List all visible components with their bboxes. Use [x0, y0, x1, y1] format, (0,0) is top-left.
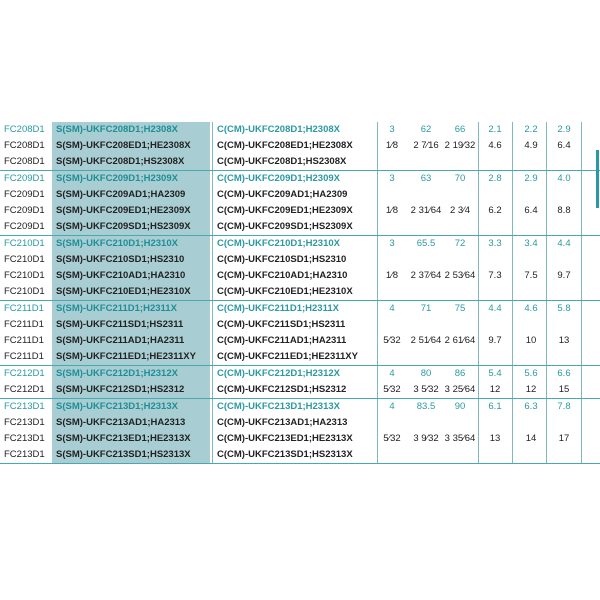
steel-housing-part-cell: S(SM)-UKFC210D1;H2310X — [52, 236, 210, 252]
dimension-cell: 6.6 — [557, 368, 571, 379]
dimension-cell — [514, 284, 548, 300]
table-row — [0, 268, 600, 284]
table-row — [0, 252, 600, 268]
column-divider — [377, 366, 378, 398]
dimension-cell — [408, 349, 444, 365]
column-divider — [478, 301, 479, 365]
dimension-cell — [480, 415, 510, 431]
dimension-cell: 4.0 — [557, 173, 571, 184]
dimension-cell — [408, 252, 444, 268]
unit-code-cell: FC212D1 — [4, 368, 45, 379]
dimension-cell: 3 9⁄32 — [413, 433, 439, 444]
dimension-cell — [548, 447, 580, 463]
dimension-cell: 9.7 — [557, 270, 571, 281]
dimension-cell: 3 5⁄32 — [413, 384, 439, 395]
dimension-cell: 5⁄32 — [383, 335, 401, 346]
cast-housing-part-cell: C(CM)-UKFC211SD1;HS2311 — [217, 319, 346, 330]
column-divider — [546, 366, 547, 398]
side-marker — [596, 150, 599, 208]
dimension-cell: 86 — [454, 368, 466, 379]
dimension-cell: 1⁄8 — [385, 270, 399, 281]
table-group — [0, 301, 600, 366]
column-divider — [478, 122, 479, 170]
dimension-cell: 3 25⁄64 — [444, 384, 476, 395]
dimension-cell: 4.4 — [557, 238, 571, 249]
table-group — [0, 236, 600, 301]
unit-code-cell: FC209D1 — [4, 205, 45, 216]
dimension-cell — [514, 187, 548, 203]
unit-code-cell: FC208D1 — [4, 140, 45, 151]
dimension-cell: 7.5 — [524, 270, 538, 281]
table-row — [0, 284, 600, 300]
table-group — [0, 399, 600, 464]
cast-housing-part-cell: C(CM)-UKFC213D1;H2313X — [217, 401, 340, 412]
column-divider — [512, 399, 513, 463]
dimension-cell — [514, 317, 548, 333]
column-divider — [212, 122, 213, 170]
dimension-cell: 90 — [454, 401, 466, 412]
column-divider — [478, 171, 479, 235]
table-row — [0, 382, 600, 398]
dimension-cell: 80 — [420, 368, 432, 379]
dimension-cell — [514, 252, 548, 268]
column-divider — [377, 236, 378, 300]
cast-housing-part-cell: C(CM)-UKFC208D1;HS2308X — [217, 156, 347, 167]
cast-housing-part-cell: C(CM)-UKFC209D1;H2309X — [217, 173, 340, 184]
column-divider — [377, 399, 378, 463]
dimension-cell — [444, 349, 476, 365]
dimension-cell — [548, 187, 580, 203]
column-divider — [478, 236, 479, 300]
cast-housing-part-cell: C(CM)-UKFC211D1;H2311X — [217, 303, 339, 314]
column-divider — [478, 399, 479, 463]
cast-housing-part-cell: C(CM)-UKFC208D1;H2308X — [217, 124, 340, 135]
dimension-cell: 4.6 — [524, 303, 538, 314]
dimension-cell: 3 35⁄64 — [444, 433, 476, 444]
unit-code-cell: FC211D1 — [4, 319, 44, 330]
column-divider — [377, 171, 378, 235]
table-row — [0, 138, 600, 154]
dimension-cell — [444, 447, 476, 463]
dimension-cell: 65.5 — [416, 238, 436, 249]
steel-housing-part-cell: S(SM)-UKFC211SD1;HS2311 — [52, 317, 210, 333]
dimension-cell: 70 — [454, 173, 466, 184]
table-row — [0, 219, 600, 235]
table-row — [0, 203, 600, 219]
table-row — [0, 154, 600, 170]
table-row — [0, 447, 600, 463]
dimension-cell: 2.1 — [488, 124, 502, 135]
dimension-cell: 7.8 — [557, 401, 571, 412]
table-row — [0, 366, 600, 382]
dimension-cell: 17 — [558, 433, 570, 444]
dimension-cell: 6.4 — [557, 140, 571, 151]
unit-code-cell: FC213D1 — [4, 417, 45, 428]
dimension-cell: 2.8 — [488, 173, 502, 184]
dimension-cell: 75 — [454, 303, 466, 314]
steel-housing-part-cell: S(SM)-UKFC209SD1;HS2309X — [52, 219, 210, 235]
dimension-cell: 3 — [389, 124, 395, 135]
table-group — [0, 122, 600, 171]
dimension-cell: 9.7 — [488, 335, 502, 346]
dimension-cell — [444, 252, 476, 268]
dimension-cell — [514, 415, 548, 431]
steel-housing-part-cell: S(SM)-UKFC211ED1;HE2311XY — [52, 349, 210, 365]
cast-housing-part-cell: C(CM)-UKFC209ED1;HE2309X — [217, 205, 353, 216]
column-divider — [581, 236, 582, 300]
steel-housing-part-cell: S(SM)-UKFC210ED1;HE2310X — [52, 284, 210, 300]
steel-housing-part-cell: S(SM)-UKFC211D1;H2311X — [52, 301, 210, 317]
table-row — [0, 187, 600, 203]
column-divider — [546, 399, 547, 463]
unit-code-cell: FC213D1 — [4, 401, 45, 412]
dimension-cell — [408, 284, 444, 300]
dimension-cell — [378, 219, 406, 235]
table-row — [0, 236, 600, 252]
dimension-cell: 63 — [420, 173, 432, 184]
dimension-cell — [480, 447, 510, 463]
steel-housing-part-cell: S(SM)-UKFC212SD1;HS2312 — [52, 382, 210, 398]
table-row — [0, 171, 600, 187]
dimension-cell: 83.5 — [416, 401, 436, 412]
dimension-cell — [514, 154, 548, 170]
dimension-cell: 13 — [489, 433, 501, 444]
dimension-cell — [480, 252, 510, 268]
dimension-cell — [548, 317, 580, 333]
dimension-cell: 1⁄8 — [385, 205, 399, 216]
table-row — [0, 415, 600, 431]
dimension-cell — [514, 219, 548, 235]
dimension-cell — [514, 349, 548, 365]
dimension-cell: 5⁄32 — [383, 433, 401, 444]
column-divider — [581, 399, 582, 463]
column-divider — [212, 236, 213, 300]
steel-housing-part-cell: S(SM)-UKFC213ED1;HE2313X — [52, 431, 210, 447]
cast-housing-part-cell: C(CM)-UKFC211AD1;HA2311 — [217, 335, 347, 346]
dimension-cell — [480, 284, 510, 300]
dimension-cell: 66 — [454, 124, 466, 135]
dimension-cell — [480, 154, 510, 170]
dimension-cell — [444, 187, 476, 203]
dimension-cell: 5.8 — [557, 303, 571, 314]
dimension-cell: 5⁄32 — [383, 384, 401, 395]
cast-housing-part-cell: C(CM)-UKFC210ED1;HE2310X — [217, 286, 353, 297]
column-divider — [377, 122, 378, 170]
dimension-cell: 2 37⁄64 — [410, 270, 442, 281]
column-divider — [581, 122, 582, 170]
unit-code-cell: FC210D1 — [4, 286, 45, 297]
table-row — [0, 301, 600, 317]
cast-housing-part-cell: C(CM)-UKFC210AD1;HA2310 — [217, 270, 348, 281]
dimension-cell — [444, 219, 476, 235]
table-row — [0, 333, 600, 349]
dimension-cell: 72 — [454, 238, 466, 249]
cast-housing-part-cell: C(CM)-UKFC210D1;H2310X — [217, 238, 340, 249]
cast-housing-part-cell: C(CM)-UKFC213AD1;HA2313 — [217, 417, 348, 428]
dimension-cell: 4.4 — [488, 303, 502, 314]
dimension-cell — [378, 317, 406, 333]
dimension-cell: 4 — [389, 303, 395, 314]
unit-code-cell: FC211D1 — [4, 303, 44, 314]
unit-code-cell: FC211D1 — [4, 335, 44, 346]
steel-housing-part-cell: S(SM)-UKFC212D1;H2312X — [52, 366, 210, 382]
dimension-cell — [480, 317, 510, 333]
dimension-cell: 3 — [389, 173, 395, 184]
unit-code-cell: FC213D1 — [4, 433, 45, 444]
column-divider — [546, 236, 547, 300]
dimension-cell: 15 — [558, 384, 570, 395]
dimension-cell — [408, 447, 444, 463]
column-divider — [377, 301, 378, 365]
dimension-cell: 4.9 — [524, 140, 538, 151]
cast-housing-part-cell: C(CM)-UKFC210SD1;HS2310 — [217, 254, 347, 265]
column-divider — [512, 236, 513, 300]
dimension-cell: 4 — [389, 401, 395, 412]
column-divider — [581, 171, 582, 235]
dimension-cell: 13 — [558, 335, 570, 346]
dimension-cell — [378, 252, 406, 268]
unit-code-cell: FC208D1 — [4, 124, 45, 135]
steel-housing-part-cell: S(SM)-UKFC213D1;H2313X — [52, 399, 210, 415]
dimension-cell: 6.4 — [524, 205, 538, 216]
dimension-cell — [408, 219, 444, 235]
dimension-cell: 12 — [525, 384, 537, 395]
steel-housing-part-cell: S(SM)-UKFC208D1;H2308X — [52, 122, 210, 138]
unit-code-cell: FC210D1 — [4, 270, 45, 281]
unit-code-cell: FC210D1 — [4, 238, 45, 249]
cast-housing-part-cell: C(CM)-UKFC209AD1;HA2309 — [217, 189, 348, 200]
unit-code-cell: FC210D1 — [4, 254, 45, 265]
dimension-cell: 2 51⁄64 — [410, 335, 442, 346]
dimension-cell: 6.3 — [524, 401, 538, 412]
dimension-cell: 2.9 — [524, 173, 538, 184]
table-row — [0, 122, 600, 138]
unit-code-cell: FC209D1 — [4, 221, 45, 232]
unit-code-cell: FC211D1 — [4, 351, 44, 362]
column-divider — [546, 122, 547, 170]
cast-housing-part-cell: C(CM)-UKFC212D1;H2312X — [217, 368, 340, 379]
dimension-cell — [548, 252, 580, 268]
dimension-cell: 5.6 — [524, 368, 538, 379]
column-divider — [512, 171, 513, 235]
dimension-cell — [548, 219, 580, 235]
dimension-cell: 3.4 — [524, 238, 538, 249]
steel-housing-part-cell: S(SM)-UKFC209D1;H2309X — [52, 171, 210, 187]
table-group — [0, 171, 600, 236]
column-divider — [581, 366, 582, 398]
table-row — [0, 349, 600, 365]
steel-housing-part-cell: S(SM)-UKFC208D1;HS2308X — [52, 154, 210, 170]
table-row — [0, 317, 600, 333]
dimension-cell — [548, 349, 580, 365]
dimension-cell — [548, 284, 580, 300]
dimension-cell: 5.4 — [488, 368, 502, 379]
table-row — [0, 399, 600, 415]
dimension-cell: 6.1 — [488, 401, 502, 412]
dimension-cell — [408, 187, 444, 203]
dimension-cell: 2 3⁄4 — [449, 205, 471, 216]
cast-housing-part-cell: C(CM)-UKFC213ED1;HE2313X — [217, 433, 353, 444]
steel-housing-part-cell: S(SM)-UKFC210SD1;HS2310 — [52, 252, 210, 268]
dimension-cell — [378, 154, 406, 170]
dimension-cell: 2.2 — [524, 124, 538, 135]
steel-housing-part-cell: S(SM)-UKFC213SD1;HS2313X — [52, 447, 210, 463]
dimension-cell — [444, 317, 476, 333]
cast-housing-part-cell: C(CM)-UKFC209SD1;HS2309X — [217, 221, 353, 232]
column-divider — [512, 366, 513, 398]
dimension-cell: 3 — [389, 238, 395, 249]
dimension-cell: 2 53⁄64 — [444, 270, 476, 281]
table-row — [0, 431, 600, 447]
dimension-cell — [480, 187, 510, 203]
unit-code-cell: FC209D1 — [4, 173, 45, 184]
column-divider — [512, 301, 513, 365]
dimension-cell: 62 — [420, 124, 432, 135]
dimension-cell — [408, 415, 444, 431]
dimension-cell: 6.2 — [488, 205, 502, 216]
unit-code-cell: FC212D1 — [4, 384, 45, 395]
dimension-cell — [444, 154, 476, 170]
column-divider — [212, 399, 213, 463]
dimension-cell: 2 19⁄32 — [444, 140, 476, 151]
unit-code-cell: FC213D1 — [4, 449, 45, 460]
steel-housing-part-cell: S(SM)-UKFC211AD1;HA2311 — [52, 333, 210, 349]
cast-housing-part-cell: C(CM)-UKFC208ED1;HE2308X — [217, 140, 353, 151]
cast-housing-part-cell: C(CM)-UKFC212SD1;HS2312 — [217, 384, 347, 395]
dimension-cell — [480, 219, 510, 235]
column-divider — [546, 301, 547, 365]
dimension-cell — [444, 415, 476, 431]
dimension-cell — [378, 284, 406, 300]
dimension-cell: 10 — [525, 335, 537, 346]
steel-housing-part-cell: S(SM)-UKFC208ED1;HE2308X — [52, 138, 210, 154]
dimension-cell — [408, 154, 444, 170]
dimension-cell — [378, 447, 406, 463]
steel-housing-part-cell: S(SM)-UKFC210AD1;HA2310 — [52, 268, 210, 284]
cast-housing-part-cell: C(CM)-UKFC211ED1;HE2311XY — [217, 351, 358, 362]
table-group — [0, 366, 600, 399]
dimension-cell: 7.3 — [488, 270, 502, 281]
column-divider — [478, 366, 479, 398]
dimension-cell — [548, 154, 580, 170]
column-divider — [512, 122, 513, 170]
dimension-cell — [514, 447, 548, 463]
dimension-cell: 4 — [389, 368, 395, 379]
unit-code-cell: FC209D1 — [4, 189, 45, 200]
dimension-cell: 1⁄8 — [385, 140, 399, 151]
dimension-cell — [378, 415, 406, 431]
steel-housing-part-cell: S(SM)-UKFC213AD1;HA2313 — [52, 415, 210, 431]
steel-housing-part-cell: S(SM)-UKFC209ED1;HE2309X — [52, 203, 210, 219]
column-divider — [212, 301, 213, 365]
dimension-cell — [378, 187, 406, 203]
dimension-cell: 4.6 — [488, 140, 502, 151]
dimension-cell — [548, 415, 580, 431]
dimension-cell: 2 7⁄16 — [413, 140, 439, 151]
dimension-cell: 71 — [420, 303, 432, 314]
dimension-cell: 3.3 — [488, 238, 502, 249]
dimension-cell: 2 31⁄64 — [410, 205, 442, 216]
unit-code-cell: FC208D1 — [4, 156, 45, 167]
dimension-cell: 2 61⁄64 — [444, 335, 476, 346]
dimension-cell — [480, 349, 510, 365]
dimension-cell: 8.8 — [557, 205, 571, 216]
cast-housing-part-cell: C(CM)-UKFC213SD1;HS2313X — [217, 449, 353, 460]
dimension-cell: 12 — [489, 384, 501, 395]
dimension-cell: 2.9 — [557, 124, 571, 135]
column-divider — [546, 171, 547, 235]
dimension-cell: 14 — [525, 433, 537, 444]
dimension-cell — [378, 349, 406, 365]
column-divider — [212, 366, 213, 398]
column-divider — [212, 171, 213, 235]
bearing-spec-table — [0, 122, 600, 464]
dimension-cell — [408, 317, 444, 333]
dimension-cell — [444, 284, 476, 300]
steel-housing-part-cell: S(SM)-UKFC209AD1;HA2309 — [52, 187, 210, 203]
column-divider — [581, 301, 582, 365]
